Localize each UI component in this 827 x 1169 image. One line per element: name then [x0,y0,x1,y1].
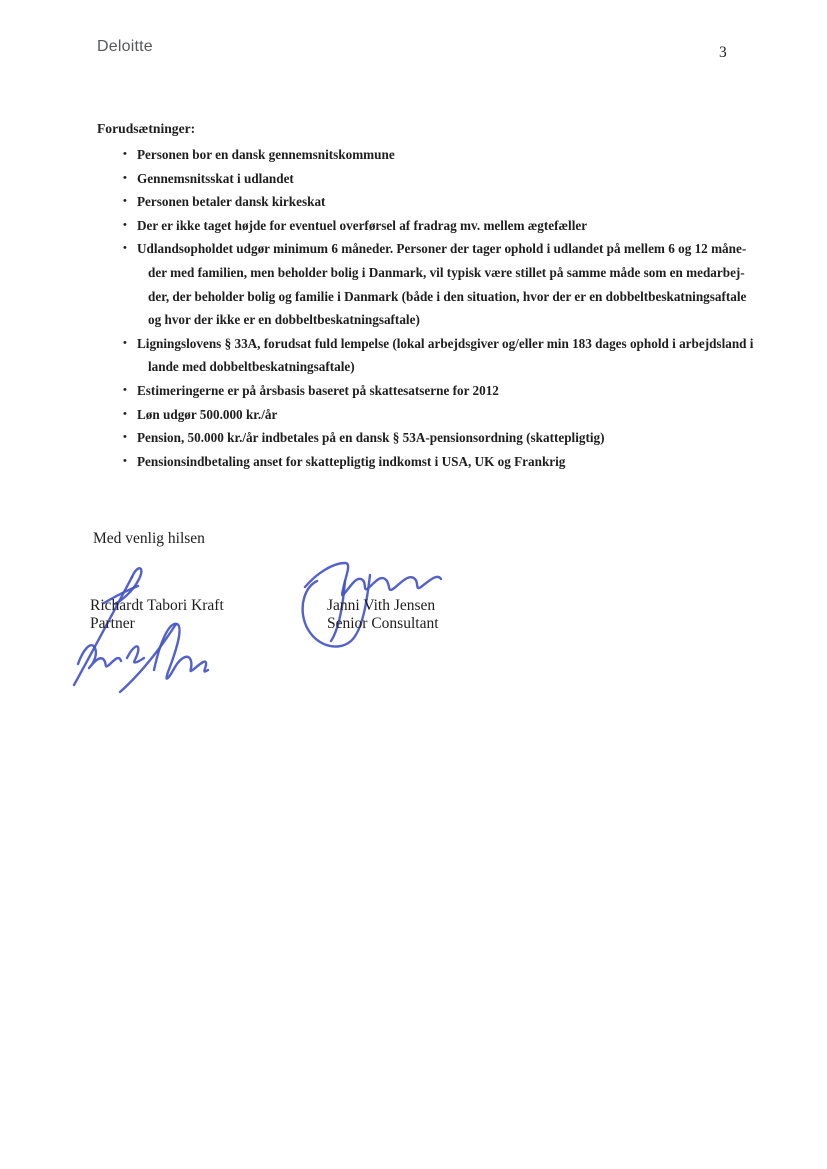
bullet-text: Gennemsnitsskat i udlandet [137,170,294,186]
brand-logo-text: Deloitte [97,38,153,55]
bullet-text: Estimeringerne er på årsbasis baseret på skattesatserne for 2012 [137,382,499,398]
bullet-item [97,190,777,214]
bullet-marker-icon: • [123,336,127,349]
bullet-marker-icon: • [123,242,127,255]
bullet-item [97,426,777,450]
bullet-marker-icon: • [123,148,127,160]
bullet-text: Udlandsopholdet udgør minimum 6 måneder. Personer der tager ophold i udlandet på mellem 6 og 12 måne- der med familien, men beholder bolig i Danmark, vil typisk være stillet på samme måde som en medarbej- der, der beholder bolig og familie i Danmark (både i den situation, hvor der er en dobbeltbeskatningsaftale og hvor der ikke er en dobbeltbeskatningsaftale) [137,241,747,328]
signatory-left [90,597,224,632]
bullet-item [97,214,777,238]
bullet-item [97,237,777,331]
page-number: 3 [719,44,727,61]
bullet-text: Personen betaler dansk kirkeskat [137,194,326,210]
bullet-marker-icon: • [123,454,127,467]
signatory-title: Partner [90,614,135,632]
bullet-text: Pensionsindbetaling anset for skattepligtig indkomst i USA, UK og Frankrig [137,453,566,469]
bullet-marker-icon: • [123,218,127,231]
closing-salutation: Med venlig hilsen [93,530,205,547]
bullet-item [97,450,777,474]
bullet-text: Der er ikke taget højde for eventuel overførsel af fradrag mv. mellem ægtefæller [137,217,588,233]
signatory-name: Janni Vith Jensen [327,597,436,614]
bullet-item [97,167,777,191]
bullet-text: Pension, 50.000 kr./år indbetales på en dansk § 53A-pensionsordning (skattepligtig) [137,430,605,446]
bullet-text: Løn udgør 500.000 kr./år [137,406,278,422]
bullet-marker-icon: • [123,171,127,184]
signatory-right [327,597,439,632]
assumptions-list [97,143,777,473]
bullet-item [97,403,777,427]
bullet-marker-icon: • [123,407,127,420]
signatory-name: Richardt Tabori Kraft [90,597,224,614]
bullet-marker-icon: • [123,383,127,396]
bullet-text: Ligningslovens § 33A, forudsat fuld lempelse (lokal arbejdsgiver og/eller min 183 dages ophold i arbejdsland i lande med dobbeltbeskatningsaftale) [137,335,754,375]
bullet-marker-icon: • [123,431,127,444]
bullet-item [97,143,777,167]
bullet-text: Personen bor en dansk gennemsnitskommune [137,147,395,162]
bullet-marker-icon: • [123,195,127,208]
bullet-item [97,332,777,379]
bullet-item [97,379,777,403]
section-heading: Forudsætninger: [97,121,196,136]
signatory-title: Senior Consultant [327,614,439,632]
